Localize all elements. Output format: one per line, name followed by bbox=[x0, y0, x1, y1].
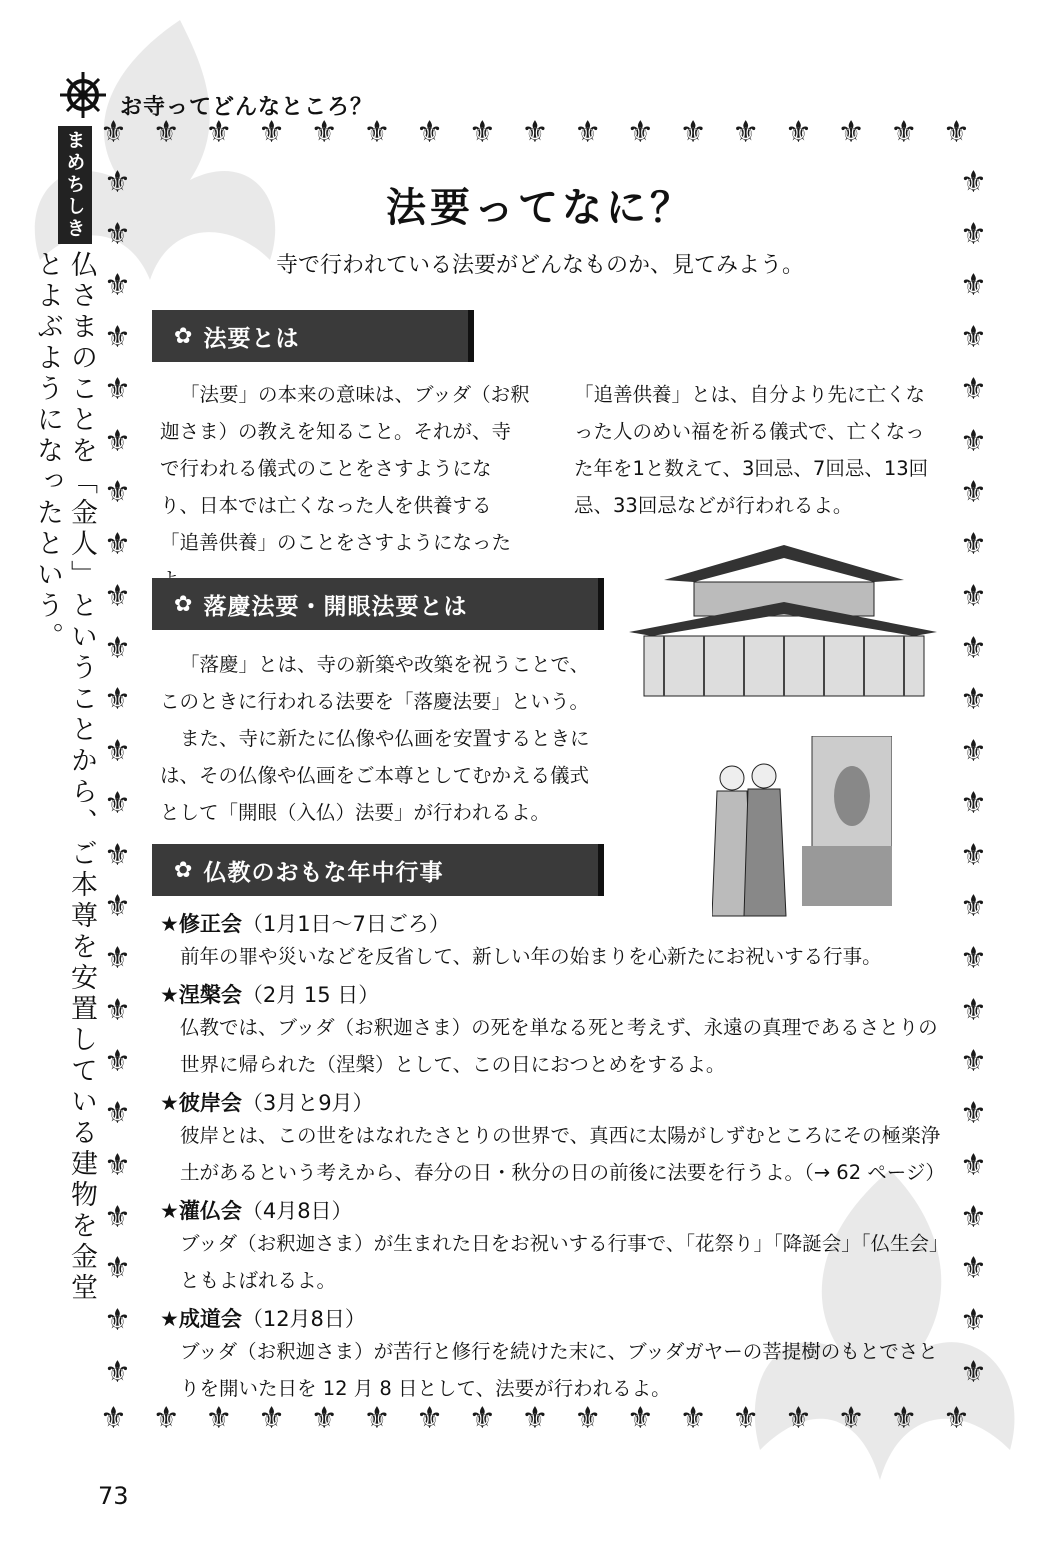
star-icon: ★ bbox=[160, 1199, 179, 1223]
sidebar-note: 仏さまのことを「金人」ということから、ご本尊を安置している建物を金堂とよぶようになったという。 bbox=[32, 250, 97, 1304]
star-icon: ★ bbox=[160, 912, 179, 936]
event-name: 成道会 bbox=[178, 1307, 242, 1331]
section-heading-label: 落慶法要・開眼法要とは bbox=[203, 593, 468, 620]
section-heading-label: 仏教のおもな年中行事 bbox=[203, 859, 444, 886]
rakkei-paragraph-2: また、寺に新たに仏像や仏画を安置するときには、その仏像や仏画をご本尊としてむかえる儀式として「開眼（入仏）法要」が行われるよ。 bbox=[160, 727, 590, 824]
list-item bbox=[160, 908, 950, 975]
ornament-border-top: ⚜ ⚜ ⚜ ⚜ ⚜ ⚜ ⚜ ⚜ ⚜ ⚜ ⚜ ⚜ ⚜ ⚜ ⚜ ⚜ ⚜ bbox=[100, 115, 970, 150]
page-breadcrumb: お寺ってどんなところ？ bbox=[120, 95, 374, 120]
page-number: 73 bbox=[98, 1482, 129, 1510]
page-title: 法要ってなに？ bbox=[386, 185, 694, 231]
event-name: 彼岸会 bbox=[178, 1091, 242, 1115]
event-name: 涅槃会 bbox=[178, 983, 242, 1007]
section-heading-hoyo bbox=[152, 310, 474, 362]
event-name: 灌仏会 bbox=[178, 1199, 242, 1223]
event-date: （12月8日） bbox=[241, 1307, 366, 1331]
event-date: （1月1日～7日ごろ） bbox=[241, 912, 450, 936]
list-item bbox=[160, 979, 950, 1083]
lotus-icon: ✿ bbox=[174, 857, 194, 883]
star-icon: ★ bbox=[160, 1091, 179, 1115]
event-description: 彼岸とは、この世をはなれたさとりの世界で、真西に太陽がしずむところにその極楽浄土があるという考えから、春分の日・秋分の日の前後に法要を行うよ。（→ 62 ページ） bbox=[180, 1124, 945, 1184]
temple-building-illustration bbox=[624, 540, 942, 700]
rakkei-paragraph-1: 「落慶」とは、寺の新築や改築を祝うことで、このときに行われる法要を「落慶法要」という。 bbox=[160, 653, 590, 713]
event-description: ブッダ（お釈迦さま）が生まれた日をお祝いする行事で、「花祭り」「降誕会」「仏生会」ともよばれるよ。 bbox=[180, 1232, 949, 1292]
monks-ceremony-illustration bbox=[712, 736, 892, 922]
hoyo-paragraph-left: 「法要」の本来の意味は、ブッダ（お釈迦さま）の教えを知ること。それが、寺で行われる儀式のことをさすようになり、日本では亡くなった人を供養する「追善供養」のことをさすようになった bbox=[160, 383, 530, 554]
section-heading-label: 法要とは bbox=[203, 325, 300, 352]
list-item bbox=[160, 1087, 950, 1191]
page-subtitle: 寺で行われている法要がどんなものか、見てみよう。 bbox=[275, 253, 804, 278]
lotus-icon: ✿ bbox=[174, 323, 194, 349]
event-name: 修正会 bbox=[178, 912, 242, 936]
section-heading-events bbox=[152, 844, 604, 896]
ornament-border-right: ⚜ ⚜ ⚜ ⚜ ⚜ ⚜ ⚜ ⚜ ⚜ ⚜ ⚜ ⚜ ⚜ ⚜ ⚜ ⚜ ⚜ ⚜ ⚜ ⚜ ⚜ ⚜ ⚜ ⚜ bbox=[960, 165, 987, 1390]
event-description: 前年の罪や災いなどを反省して、新しい年の始まりを心新たにお祝いする行事。 bbox=[180, 945, 882, 968]
ornament-border-bottom: ⚜ ⚜ ⚜ ⚜ ⚜ ⚜ ⚜ ⚜ ⚜ ⚜ ⚜ ⚜ ⚜ ⚜ ⚜ ⚜ ⚜ bbox=[100, 1401, 970, 1436]
events-list bbox=[160, 908, 950, 1407]
list-item bbox=[160, 1303, 950, 1407]
section-heading-rakkei bbox=[152, 578, 604, 630]
list-item bbox=[160, 1195, 950, 1299]
hoyo-paragraph-right: 「追善供養」とは、自分より先に亡くなった人のめい福を祈る儀式で、亡くなった年を1と数えて、3回忌、7回忌、13回忌、33回忌などが行われるよ。 bbox=[574, 383, 929, 517]
star-icon: ★ bbox=[160, 1307, 179, 1331]
event-description: ブッダ（お釈迦さま）が苦行と修行を続けた末に、ブッダガヤーの菩提樹のもとでさとりを開いた日を 12 月 8 日として、法要が行われるよ。 bbox=[180, 1340, 938, 1400]
event-date: （3月と9月） bbox=[241, 1091, 374, 1115]
sidebar-tab-label: まめちしき bbox=[58, 126, 92, 244]
event-description: 仏教では、ブッダ（お釈迦さま）の死を単なる死と考えず、永遠の真理であるさとりの世界に帰られた（涅槃）として、この日におつとめをするよ。 bbox=[180, 1016, 938, 1076]
ornament-border-left: ⚜ ⚜ ⚜ ⚜ ⚜ ⚜ ⚜ ⚜ ⚜ ⚜ ⚜ ⚜ ⚜ ⚜ ⚜ ⚜ ⚜ ⚜ ⚜ ⚜ ⚜ ⚜ ⚜ ⚜ bbox=[104, 165, 131, 1390]
event-date: （4月8日） bbox=[241, 1199, 353, 1223]
dharma-wheel-icon bbox=[58, 70, 108, 120]
event-date: （2月 15 日） bbox=[241, 983, 380, 1007]
star-icon: ★ bbox=[160, 983, 179, 1007]
lotus-icon: ✿ bbox=[174, 591, 194, 617]
